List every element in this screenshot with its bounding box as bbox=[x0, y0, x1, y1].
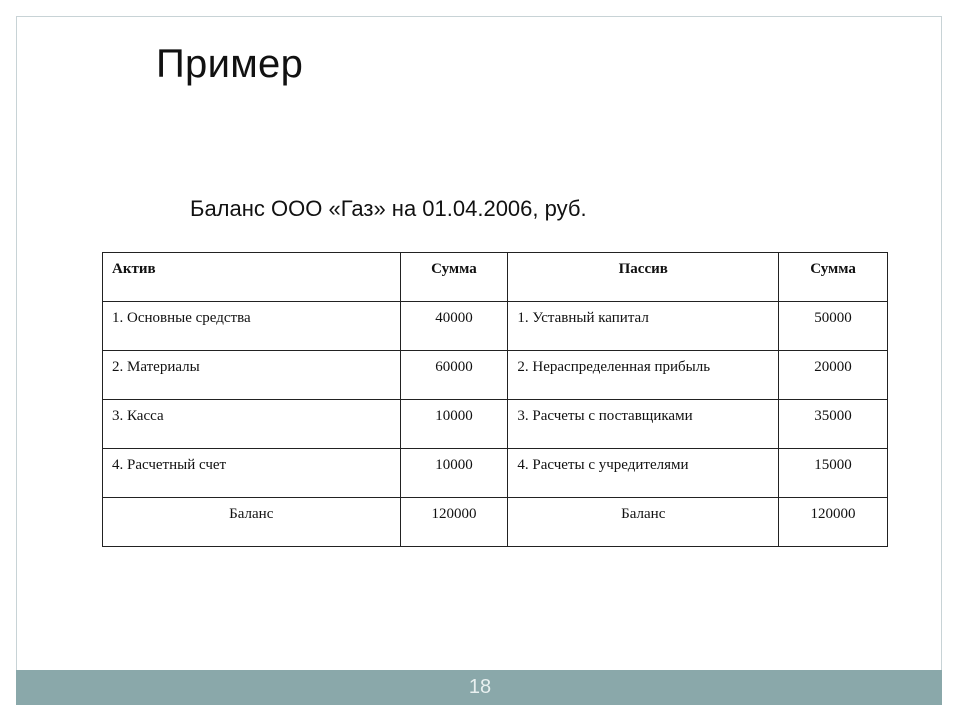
asset-cell: 3. Касса bbox=[103, 400, 401, 449]
header-assets-sum: Сумма bbox=[400, 253, 508, 302]
asset-sum-cell: 10000 bbox=[400, 400, 508, 449]
table-row bbox=[103, 302, 888, 351]
liability-sum-cell: 35000 bbox=[779, 400, 888, 449]
table-header-row bbox=[103, 253, 888, 302]
total-liabilities-label: Баланс bbox=[508, 498, 779, 547]
liability-cell: 3. Расчеты с поставщиками bbox=[508, 400, 779, 449]
asset-cell: 1. Основные средства bbox=[103, 302, 401, 351]
asset-cell: 2. Материалы bbox=[103, 351, 401, 400]
table-row bbox=[103, 449, 888, 498]
table-row bbox=[103, 400, 888, 449]
asset-cell: 4. Расчетный счет bbox=[103, 449, 401, 498]
total-liabilities-sum: 120000 bbox=[779, 498, 888, 547]
total-assets-label: Баланс bbox=[103, 498, 401, 547]
liability-cell: 4. Расчеты с учредителями bbox=[508, 449, 779, 498]
asset-sum-cell: 10000 bbox=[400, 449, 508, 498]
header-liabilities: Пассив bbox=[508, 253, 779, 302]
liability-cell: 1. Уставный капитал bbox=[508, 302, 779, 351]
slide-title: Пример bbox=[156, 42, 304, 86]
asset-sum-cell: 40000 bbox=[400, 302, 508, 351]
balance-table bbox=[102, 252, 888, 547]
total-assets-sum: 120000 bbox=[400, 498, 508, 547]
liability-cell: 2. Нераспределенная прибыль bbox=[508, 351, 779, 400]
header-liabilities-sum: Сумма bbox=[779, 253, 888, 302]
liability-sum-cell: 20000 bbox=[779, 351, 888, 400]
liability-sum-cell: 15000 bbox=[779, 449, 888, 498]
table-row bbox=[103, 351, 888, 400]
liability-sum-cell: 50000 bbox=[779, 302, 888, 351]
asset-sum-cell: 60000 bbox=[400, 351, 508, 400]
table-total-row bbox=[103, 498, 888, 547]
header-assets: Актив bbox=[103, 253, 401, 302]
page-number: 18 bbox=[468, 676, 492, 698]
table-caption: Баланс ООО «Газ» на 01.04.2006, руб. bbox=[190, 196, 587, 221]
